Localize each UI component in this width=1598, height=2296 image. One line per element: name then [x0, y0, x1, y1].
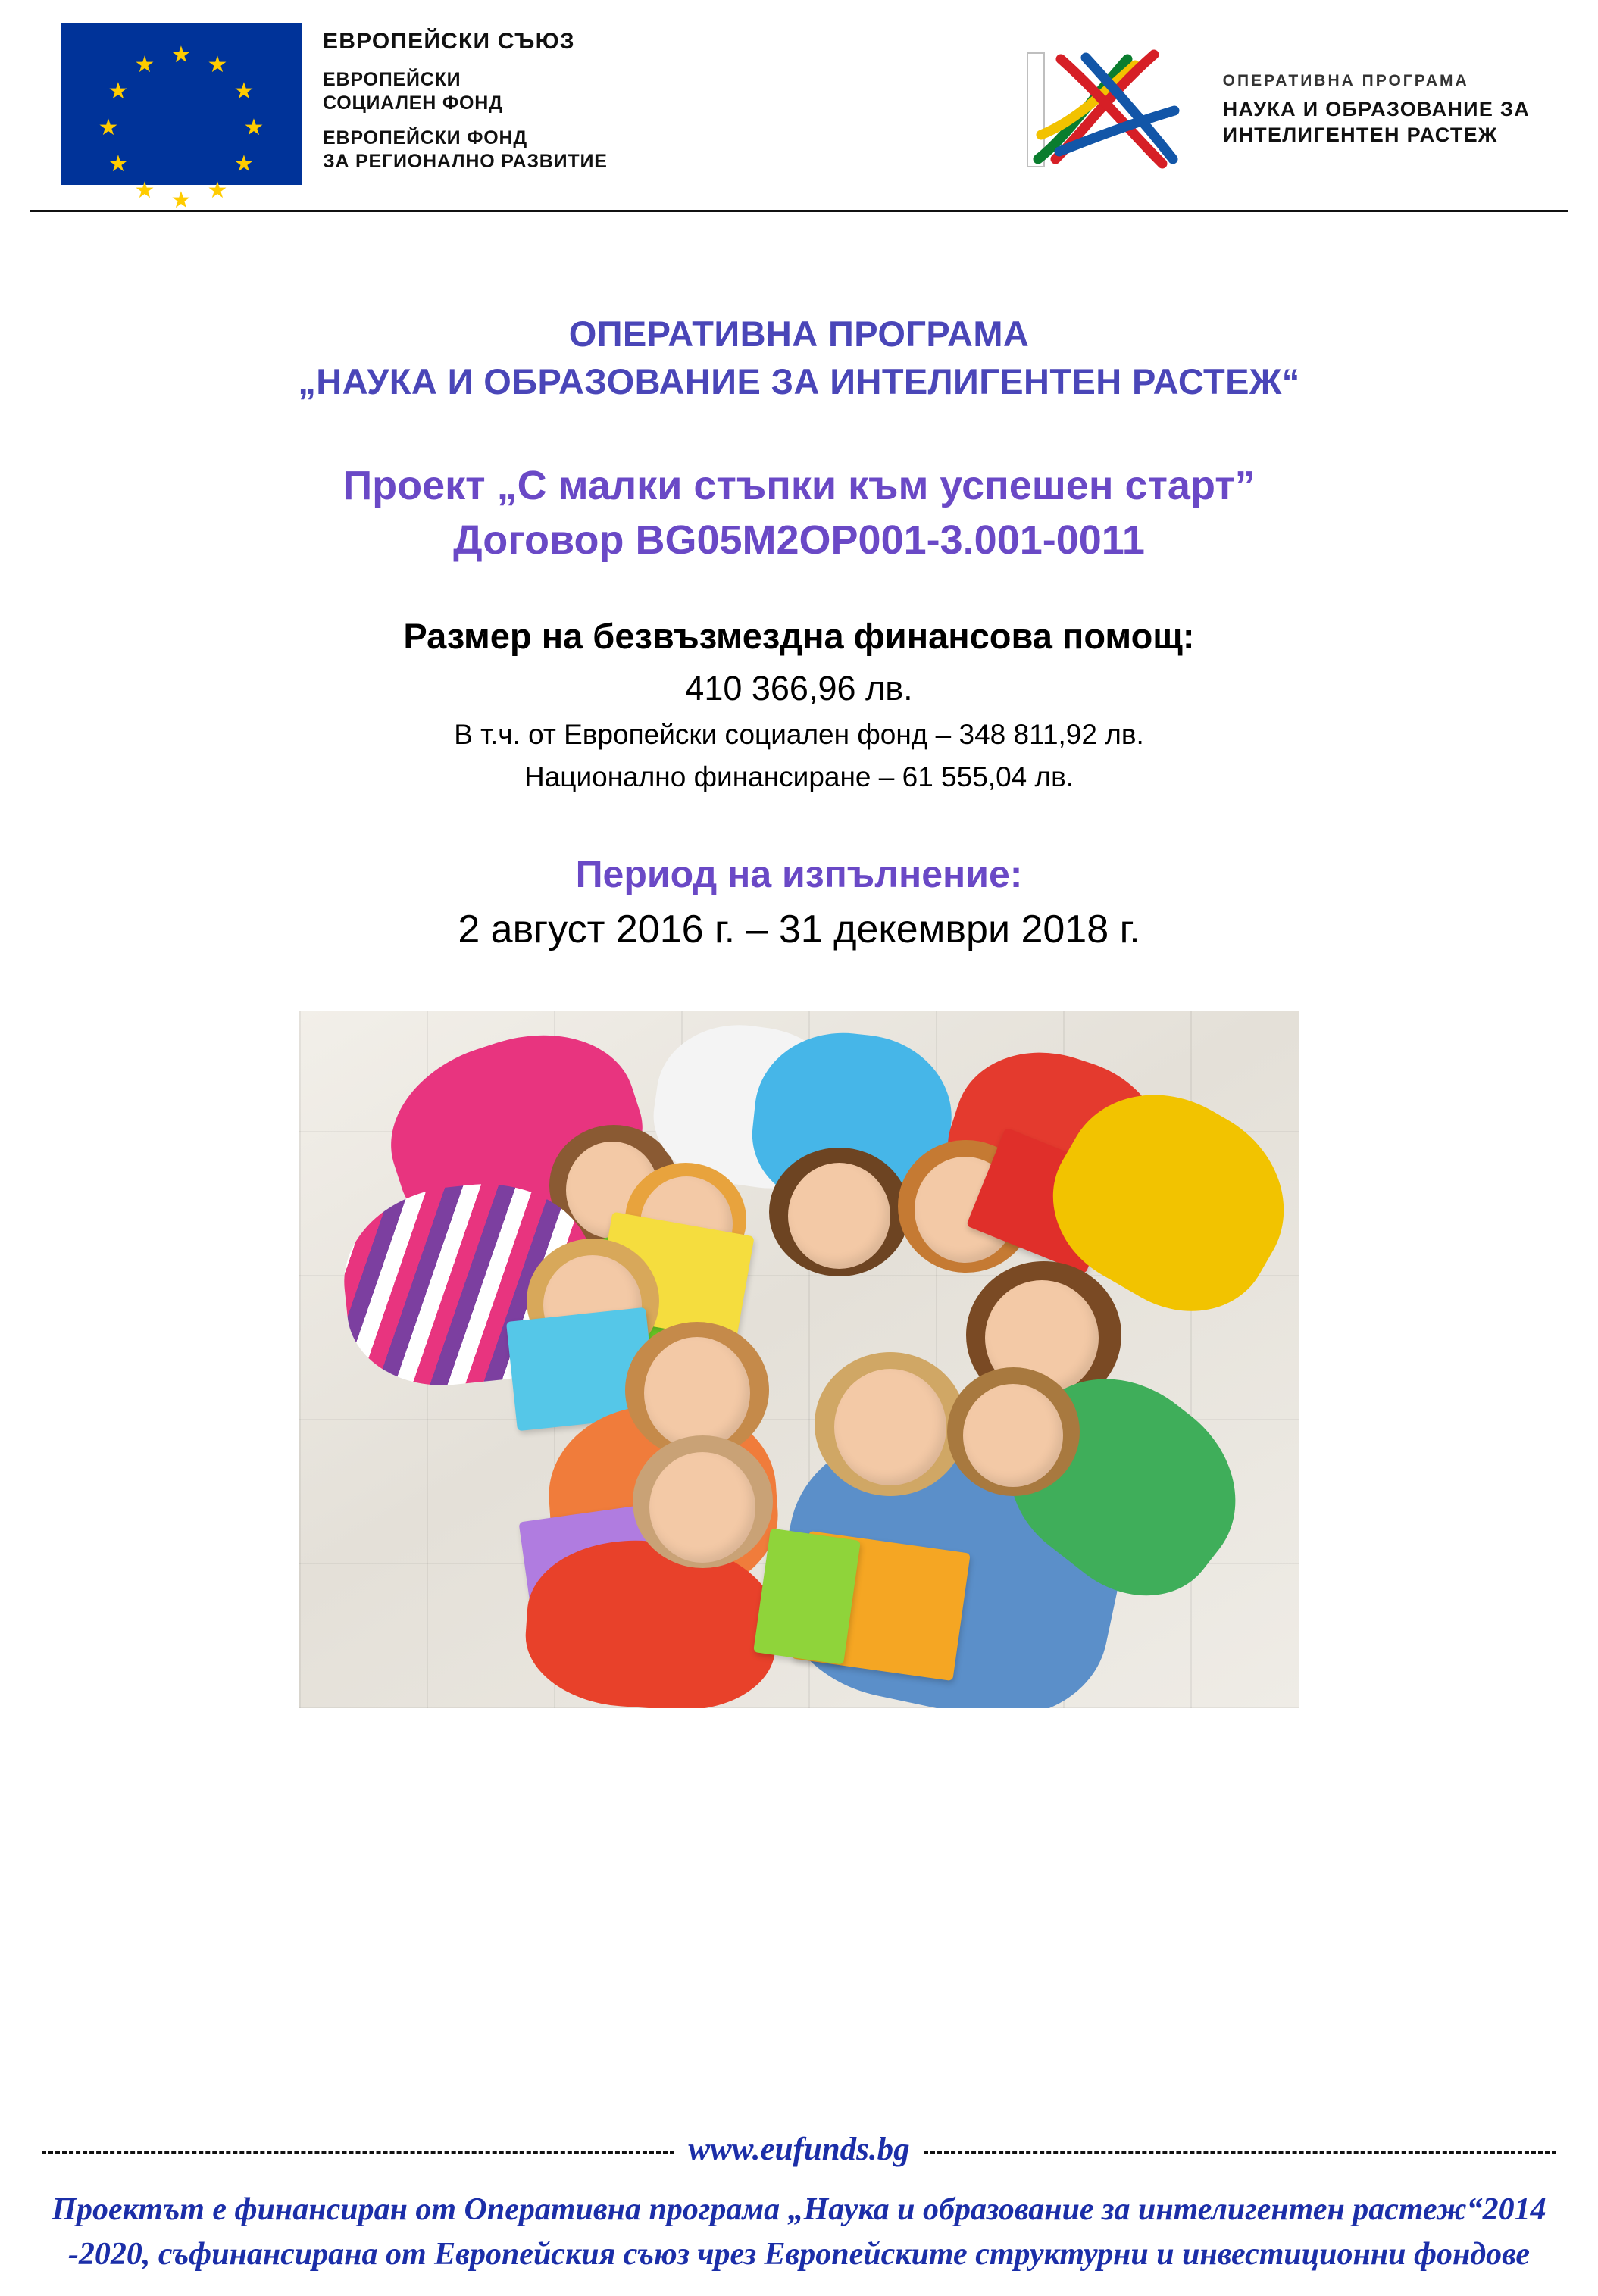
footer-dashes-left — [42, 2151, 674, 2154]
document-header — [0, 0, 1598, 220]
grant-total-amount: 410 366,96 лв. — [685, 668, 913, 708]
eu-erdf-line2: ЗА РЕГИОНАЛНО РАЗВИТИЕ — [323, 150, 608, 172]
footer-dashes-right — [924, 2151, 1556, 2154]
project-contract-number: Договор BG05M2OP001-3.001-0011 — [453, 517, 1145, 564]
eu-flag-icon: ★ ★ ★ ★ ★ ★ ★ ★ ★ ★ ★ ★ — [61, 23, 302, 185]
op-logo-text — [1223, 71, 1530, 148]
grant-label: Размер на безвъзмездна финансова помощ: — [403, 615, 1195, 656]
eufunds-link[interactable]: www.eufunds.bg — [688, 2131, 910, 2167]
footer-divider-row — [42, 2131, 1556, 2168]
program-title-line2: „НАУКА И ОБРАЗОВАНИЕ ЗА ИНТЕЛИГЕНТЕН РАСТЕЖ“ — [298, 361, 1300, 401]
project-title — [53, 458, 1545, 568]
period-value: 2 август 2016 г. – 31 декември 2018 г. — [458, 907, 1140, 951]
program-title — [53, 311, 1545, 405]
eu-title: ЕВРОПЕЙСКИ СЪЮЗ — [323, 29, 575, 54]
grant-national-amount: Национално финансиране – 61 555,04 лв. — [524, 761, 1074, 792]
header-divider — [30, 210, 1568, 212]
document-footer — [0, 2131, 1598, 2296]
eu-esf-line1: ЕВРОПЕЙСКИ — [323, 69, 461, 90]
eu-emblem-block — [45, 23, 608, 213]
eu-emblem-text — [323, 23, 608, 173]
program-title-line1: ОПЕРАТИВНА ПРОГРАМА — [568, 314, 1030, 354]
eu-esf-line2: СОЦИАЛЕН ФОНД — [323, 92, 503, 114]
header-logos-row — [45, 23, 1553, 213]
period-label: Период на изпълнение: — [575, 852, 1023, 895]
op-logo-block — [1014, 23, 1553, 174]
project-name: Проект „С малки стъпки към успешен старт” — [342, 463, 1256, 508]
grant-esf-amount: В т.ч. от Европейски социален фонд – 348 811,92 лв. — [454, 718, 1144, 750]
children-photo — [299, 1011, 1299, 1708]
op-logo-big-line2: ИНТЕЛИГЕНТЕН РАСТЕЖ — [1222, 123, 1498, 147]
document-body — [0, 311, 1598, 1708]
footer-disclaimer: Проектът е финансиран от Оперативна програма „Наука и образование за интелигентен растеж“2014 -2020, съфинансирана от Европейския съюз чрез Европейските структурни и инвестиционни фондове — [52, 2191, 1546, 2273]
book-lime — [753, 1528, 861, 1664]
op-logo-big-line1: НАУКА И ОБРАЗОВАНИЕ ЗА — [1222, 98, 1530, 121]
eu-erdf-line1: ЕВРОПЕЙСКИ ФОНД — [323, 127, 528, 148]
op-logo-small-line: ОПЕРАТИВНА ПРОГРАМА — [1222, 72, 1469, 90]
op-program-logo-icon — [1014, 45, 1203, 174]
